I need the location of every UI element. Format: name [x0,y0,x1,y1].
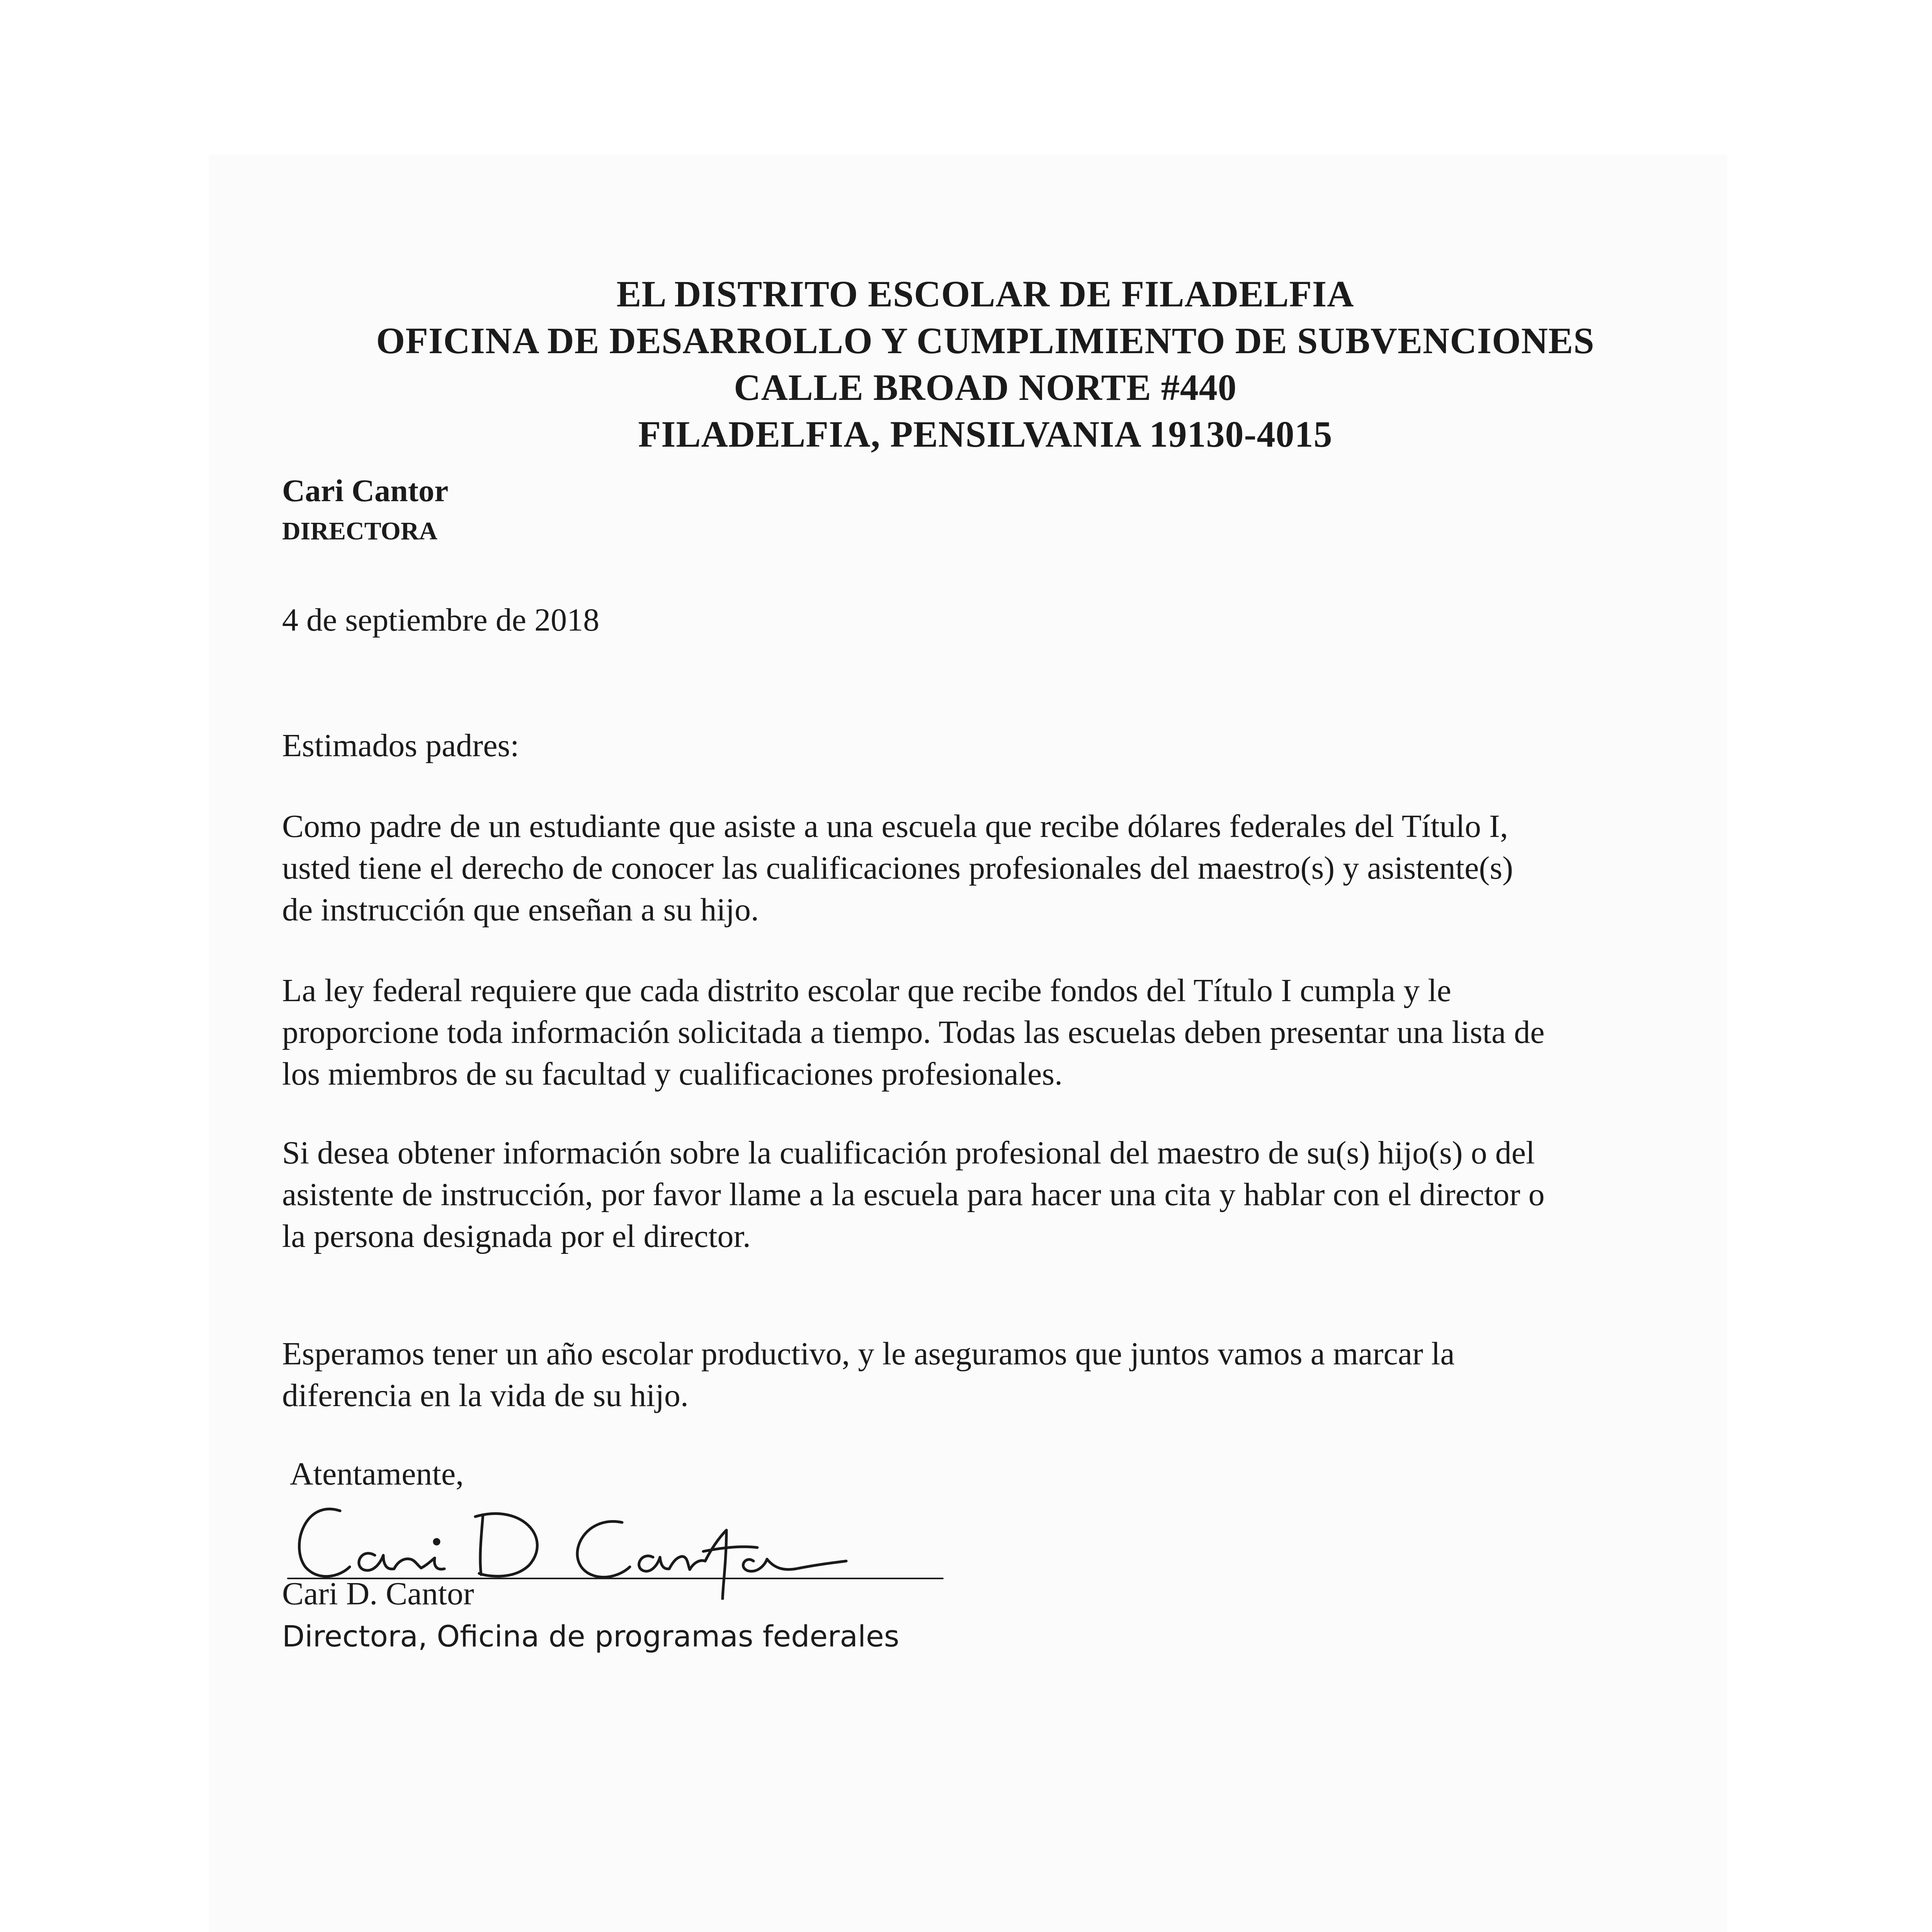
paragraph-line: asistente de instrucción, por favor llame a la escuela para hacer una cita y hablar con el director o [282,1177,1545,1213]
paragraph-line: La ley federal requiere que cada distrito escolar que recibe fondos del Título I cumpla y le [282,973,1451,1009]
body-paragraph [282,1333,1692,1417]
director-title: DIRECTORA [282,517,438,545]
paragraph-line: la persona designada por el director. [282,1218,751,1254]
letterhead [0,270,1932,457]
body-paragraph [282,1132,1692,1257]
letterhead-district: EL DISTRITO ESCOLAR DE FILADELFIA [616,273,1354,315]
paragraph-line: diferencia en la vida de su hijo. [282,1378,689,1413]
paragraph-line: de instrucción que enseñan a su hijo. [282,892,759,928]
body-paragraph [282,970,1692,1095]
paragraph-line: Si desea obtener información sobre la cualificación profesional del maestro de su(s) hijo(s) o del [282,1135,1535,1171]
letterhead-office: OFICINA DE DESARROLLO Y CUMPLIMIENTO DE SUBVENCIONES [376,320,1595,361]
letterhead-city: FILADELFIA, PENSILVANIA 19130-4015 [638,413,1333,455]
signer-title: Directora, Oficina de programas federales [282,1619,900,1653]
paragraph-line: proporcione toda información solicitada a tiempo. Todas las escuelas deben presentar una lista de [282,1014,1545,1050]
paragraph-line: Esperamos tener un año escolar productivo, y le aseguramos que juntos vamos a marcar la [282,1336,1455,1372]
salutation: Estimados padres: [282,728,519,764]
paragraph-line: los miembros de su facultad y cualificaciones profesionales. [282,1056,1063,1092]
letterhead-street: CALLE BROAD NORTE #440 [734,367,1237,408]
letter-date: 4 de septiembre de 2018 [282,602,600,638]
body-paragraph [282,806,1692,931]
signer-name: Cari D. Cantor [282,1576,474,1612]
paragraph-line: usted tiene el derecho de conocer las cualificaciones profesionales del maestro(s) y asistente(s) [282,850,1514,886]
director-name: Cari Cantor [282,473,449,508]
paragraph-line: Como padre de un estudiante que asiste a una escuela que recibe dólares federales del Título I, [282,808,1508,844]
closing: Atentamente, [290,1456,464,1492]
